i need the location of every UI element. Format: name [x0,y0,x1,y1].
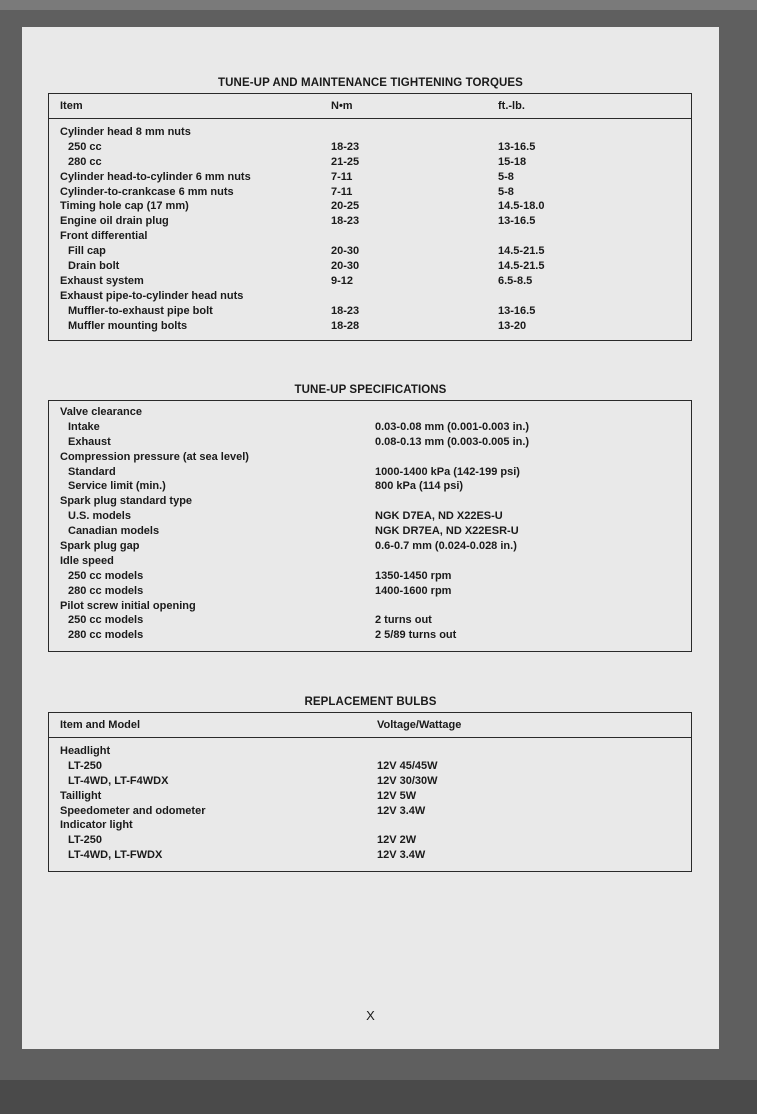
torques-item: Drain bolt [68,260,120,273]
torques-table [48,93,692,341]
scan-edge-bottom [0,1080,757,1114]
bulbs-row [49,744,691,759]
specs-value: 0.03-0.08 mm (0.001-0.003 in.) [375,420,530,433]
manual-page [22,27,719,1049]
torques-row [49,229,691,244]
torques-ftlb: 14.5-21.5 [498,245,545,258]
specs-row [49,420,691,435]
torques-item: Exhaust pipe-to-cylinder head nuts [60,289,244,302]
specs-value: 1400-1600 rpm [375,584,452,597]
specs-item: 250 cc models [68,614,144,627]
bulbs-body [49,738,691,863]
torques-row [49,244,691,259]
torques-ftlb: 13-16.5 [498,304,536,317]
bulbs-value: 12V 5W [377,789,417,802]
specs-row [49,613,691,628]
torques-ftlb: 14.5-18.0 [498,200,545,213]
bulbs-value: 12V 30/30W [377,774,438,787]
specs-row [49,599,691,614]
specs-value: NGK D7EA, ND X22ES-U [375,510,503,523]
specs-value: 2 5/89 turns out [375,629,457,642]
torques-ftlb: 5-8 [498,185,514,198]
torques-header-ftlb: ft.-lb. [498,100,525,112]
specs-item: Standard [68,465,116,478]
torques-nm: 20-25 [331,200,360,213]
specs-value: 800 kPa (114 psi) [375,480,464,493]
torques-item: Muffler-to-exhaust pipe bolt [68,304,213,317]
torques-ftlb: 13-20 [498,319,527,332]
torques-ftlb: 14.5-21.5 [498,260,545,273]
torques-row [49,319,691,334]
bulbs-item: Speedometer and odometer [60,804,206,817]
torques-row [49,214,691,229]
torques-nm: 20-30 [331,245,360,258]
bulbs-row [49,848,691,863]
specs-item: Valve clearance [60,406,142,418]
specs-row [49,479,691,494]
bulbs-row [49,818,691,833]
specs-row [49,628,691,643]
specs-value: 1350-1450 rpm [375,569,452,582]
torques-nm: 21-25 [331,155,360,168]
torques-item: Exhaust system [60,274,144,287]
torques-row [49,140,691,155]
bulbs-table [48,712,692,872]
specs-item: Service limit (min.) [68,480,166,493]
torques-row [49,199,691,214]
bulbs-item: LT-4WD, LT-F4WDX [68,774,169,787]
torques-row [49,304,691,319]
torques-ftlb: 13-16.5 [498,140,536,153]
bulbs-item: Indicator light [60,819,133,832]
bulbs-header [49,713,691,738]
torques-nm: 18-23 [331,304,360,317]
torques-row [49,274,691,289]
specs-item: 280 cc models [68,584,144,597]
torques-row [49,170,691,185]
torques-ftlb: 13-16.5 [498,215,536,228]
specs-value: 0.6-0.7 mm (0.024-0.028 in.) [375,540,517,553]
bulbs-value: 12V 3.4W [377,804,426,817]
bulbs-item: LT-250 [68,759,103,772]
torques-header-nm: N•m [331,100,353,112]
bulbs-value: 12V 45/45W [377,759,438,772]
torques-item: Cylinder head-to-cylinder 6 mm nuts [60,170,251,183]
torques-item: Muffler mounting bolts [68,319,188,332]
torques-item: Timing hole cap (17 mm) [60,200,189,213]
specs-item: Exhaust [68,435,111,448]
torques-item: 250 cc [68,140,102,153]
specs-item: Compression pressure (at sea level) [60,450,249,463]
specs-item: Intake [68,420,100,433]
specs-row [49,465,691,480]
specs-item: Pilot screw initial opening [60,599,196,612]
torques-body [49,119,691,333]
torques-nm: 7-11 [331,170,353,183]
bulbs-title: REPLACEMENT BULBS [304,696,437,708]
specs-item: Idle speed [60,554,114,567]
torques-row [49,289,691,304]
specs-row [49,584,691,599]
bulbs-header-voltage: Voltage/Wattage [377,719,462,731]
torques-header [49,94,691,119]
torques-title: TUNE-UP AND MAINTENANCE TIGHTENING TORQUES [218,77,523,89]
bulbs-item: Headlight [60,745,111,757]
specs-value: 0.08-0.13 mm (0.003-0.005 in.) [375,435,530,448]
torques-row [49,155,691,170]
bulbs-value: 12V 2W [377,834,417,847]
specs-value: 1000-1400 kPa (142-199 psi) [375,465,520,478]
torques-nm: 18-28 [331,319,360,332]
bulbs-row [49,759,691,774]
bulbs-row [49,789,691,804]
torques-ftlb: 15-18 [498,155,527,168]
specs-item: 250 cc models [68,569,144,582]
bulbs-value: 12V 3.4W [377,849,426,862]
specs-item: 280 cc models [68,629,144,642]
torques-nm: 18-23 [331,140,360,153]
specs-value: 2 turns out [375,614,432,627]
bulbs-row [49,833,691,848]
torques-item: Cylinder-to-crankcase 6 mm nuts [60,185,234,198]
bulbs-item: LT-4WD, LT-FWDX [68,849,163,862]
specs-body [49,401,691,643]
bulbs-item: LT-250 [68,834,103,847]
specs-row [49,450,691,465]
specs-item: Spark plug standard type [60,495,193,508]
specs-row [49,524,691,539]
specs-item: U.S. models [68,510,131,523]
bulbs-row [49,774,691,789]
torques-item: Fill cap [68,245,106,258]
specs-row [49,405,691,420]
specs-item: Spark plug gap [60,540,140,553]
torques-header-item: Item [60,100,83,112]
torques-nm: 9-12 [331,274,354,287]
bulbs-item: Taillight [60,789,102,802]
specs-row [49,509,691,524]
torques-ftlb: 6.5-8.5 [498,274,533,287]
specs-row [49,554,691,569]
scan-edge-top [0,0,757,10]
page-number: X [366,1008,375,1023]
torques-nm: 20-30 [331,260,360,273]
specs-item: Canadian models [68,525,160,538]
torques-row [49,125,691,140]
specs-row [49,539,691,554]
specs-row [49,435,691,450]
torques-item: Front differential [60,230,148,243]
specs-table [48,400,692,652]
torques-item: Cylinder head 8 mm nuts [60,126,191,138]
bulbs-header-item: Item and Model [60,719,141,731]
specs-row [49,569,691,584]
bulbs-row [49,804,691,819]
torques-nm: 18-23 [331,215,360,228]
torques-nm: 7-11 [331,185,353,198]
torques-row [49,259,691,274]
specs-title: TUNE-UP SPECIFICATIONS [294,384,447,396]
specs-row [49,494,691,509]
torques-item: Engine oil drain plug [60,215,169,228]
specs-value: NGK DR7EA, ND X22ESR-U [375,525,519,538]
torques-item: 280 cc [68,155,102,168]
torques-row [49,185,691,200]
torques-ftlb: 5-8 [498,170,514,183]
